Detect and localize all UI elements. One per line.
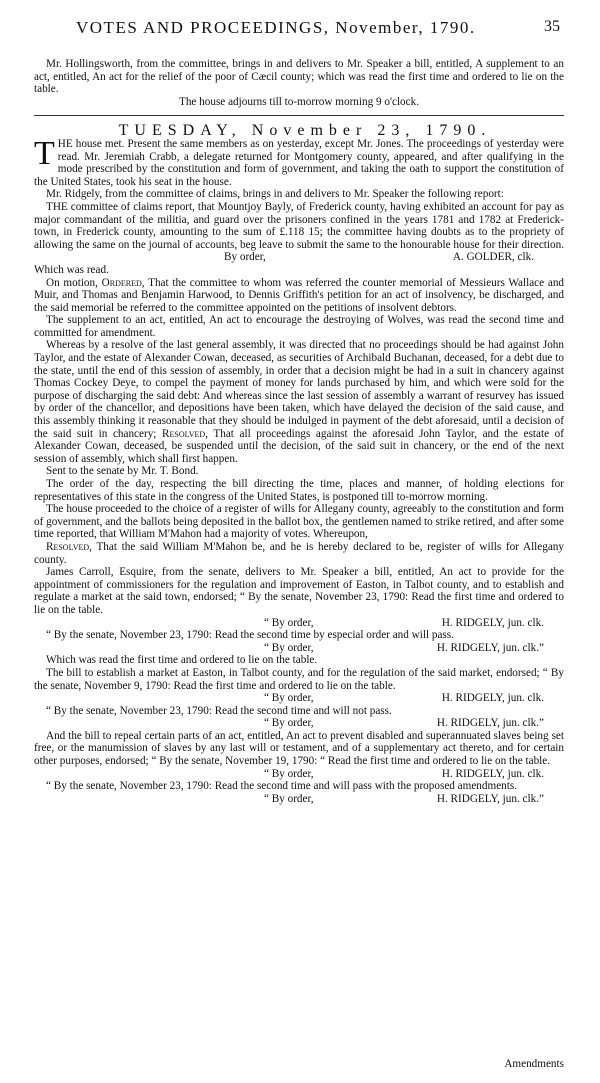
paragraph-ridgely: Mr. Ridgely, from the committee of claims, brings in and delivers to Mr. Speaker the following report: xyxy=(46,188,504,201)
paragraph-which-read: Which was read. xyxy=(34,263,109,276)
paragraph-hollingsworth: Mr. Hollingsworth, from the committee, brings in and delivers to Mr. Speaker a bill, entitled, A supplement to an act, entitled, An act for the relief of the poor of Cæcil county; which was read the first time and ordered to lie on the table. xyxy=(34,58,564,96)
running-header xyxy=(60,18,560,42)
section-divider xyxy=(34,115,564,116)
paragraph-whereas xyxy=(34,339,564,465)
paragraph-which-first: Which was read the first time and ordered to lie on the table. xyxy=(46,654,318,667)
paragraph-sent: Sent to the senate by Mr. T. Bond. xyxy=(46,465,199,478)
ordered-label: Ordered, xyxy=(101,276,145,289)
paragraph-register: The house proceeded to the choice of a register of wills for Allegany county, agreeably to the constitution and form of government, and the ballots being deposited in the ballot box, the gentlemen named to strike retired, and after some time reported, that William M'Mahon had a majority of votes. Whereupon, xyxy=(34,503,564,541)
signature-ridgely-3 xyxy=(34,692,564,705)
signature-by: “ By order, xyxy=(264,641,314,654)
house-met-text: HE house met. Present the same members as on yesterday, except Mr. Jones. The proceedings of yesterday were read. Mr. Jeremiah Crabb, a delegate returned for Montgomery county, appeared, and after qualifying in the mode prescribed by the constitution and form of government, and taking the oath to support the constitution of the United States, took his seat in the house. xyxy=(34,137,564,188)
signature-name: H. RIDGELY, jun. clk. xyxy=(441,616,544,629)
paragraph-order-of-day: The order of the day, respecting the bill directing the time, places and manner, of holding elections for representatives of this state in the congress of the United States, is postponed till to-morrow morning. xyxy=(34,478,564,503)
signature-name: A. GOLDER, clk. xyxy=(452,251,534,264)
paragraph-claims-report: THE committee of claims report, that Mountjoy Bayly, of Frederick county, having exhibited an account for pay as major commandant of the militia, and guard over the prisoners confined in the years 1781 and 1782 at Frederick-town, in Frederick county, amounting to the sum of £.118 15; the committee having doubts as to the propriety of allowing the same on the journal of accounts, beg leave to submit the same to the honourable house for their direction. xyxy=(34,200,565,251)
signature-name: H. RIDGELY, jun. clk. xyxy=(441,692,544,705)
signature-name: H. RIDGELY, jun. clk.” xyxy=(436,717,544,730)
paragraph-wolves: The supplement to an act, entitled, An act to encourage the destroying of Wolves, was read the second time and committed for amendment. xyxy=(34,314,564,339)
resolved-text: That the said William M'Mahon be, and he is hereby declared to be, register of wills for Allegany county. xyxy=(34,540,564,566)
paragraph-carroll: James Carroll, Esquire, from the senate, delivers to Mr. Speaker a bill, entitled, An act to provide for the appointment of commissioners for the regulation and improvement of Easton, in Talbot county, and to establish and regulate a market at the said town, endorsed; “ By the senate, November 23, 1790: Read the first time and ordered to lie on the table. xyxy=(34,566,564,616)
paragraph-senate-1: “ By the senate, November 23, 1790: Read the second time by especial order and will pass. xyxy=(46,629,454,642)
signature-by: “ By order, xyxy=(264,792,314,805)
paragraph-senate-3: “ By the senate, November 23, 1790: Read the second time and will pass with the proposed amendments. xyxy=(46,780,518,793)
signature-by: “ By order, xyxy=(264,692,314,705)
signature-by: “ By order, xyxy=(264,767,314,780)
catchword: Amendments xyxy=(504,1058,564,1070)
paragraph-resolved xyxy=(34,541,564,566)
whereas-text: Whereas by a resolve of the last general assembly, it was directed that no proceedings should be had against John Taylor, and the estate of Alexander Cowan, deceased, as securities of Archibald Buchanan, deceased, for a debt due to the state, until the end of this session of assembly, in order that a decision might be had in a suit in chancery against Thomas Cockey Deye, to compel the payment of money for lands purchased by him, and which were sold for the purpose of discharging the said debt: And whereas since the last session of assembly a warrant of resurvey has issued by order of the chancellor, and depositions have been taken, which have delayed the decision of the said cause, and this assembly thinking it reasonable that they should be indulged in payment of the debt aforesaid, until a decision of the said suit in chancery; xyxy=(34,339,564,440)
paragraph-repeal: And the bill to repeal certain parts of an act, entitled, An act to prevent disabled and superannuated slaves being set free, or the manumission of slaves by any last will or testament, and of a supplementary act thereto, and for certain other purposes, endorsed; “ By the senate, November 19, 1790: “ Read the first time and ordered to lie on the table. xyxy=(34,729,564,768)
resolved-label: Resolved, xyxy=(162,427,208,440)
signature-name: H. RIDGELY, jun. clk. xyxy=(441,767,544,780)
signature-by: “ By order, xyxy=(264,717,314,730)
signature-ridgely-6 xyxy=(34,793,564,806)
paragraph-market: The bill to establish a market at Easton, in Talbot county, and for the regulation of the said market, endorsed; “ By the senate, November 9, 1790: Read the first time and ordered to lie on the table. xyxy=(34,666,564,692)
signature-ridgely-1 xyxy=(34,617,564,630)
document-body xyxy=(34,58,564,805)
signature-by: “ By order, xyxy=(264,616,314,629)
paragraph-house-met xyxy=(34,134,564,188)
whereas-tail: That all proceedings against the aforesaid John Taylor, and the estate of Alexander Cowan, deceased, be suspended until the decision, of the said suit in chancery, or the end of the next session of assembly, which shall first happen. xyxy=(34,427,564,465)
signature-name: H. RIDGELY, jun. clk.” xyxy=(436,641,544,654)
header-title: VOTES AND PROCEEDINGS, November, 1790. xyxy=(76,18,476,37)
resolved-label-2: Resolved, xyxy=(46,540,92,553)
motion-text: That the committee to whom was referred the counter memorial of Messieurs Wallace and Muir, and Thomas and Benjamin Harwood, to Dennis Griffith's petition for an act of insolvency, be discharged, and the said memorial be referred to the committee appointed on the petitions of insolvent debtors. xyxy=(34,276,565,314)
signature-golder xyxy=(34,251,564,264)
adjourn-line: The house adjourns till to-morrow morning 9 o'clock. xyxy=(178,95,420,108)
signature-ridgely-2 xyxy=(34,642,564,655)
day-heading: TUESDAY, November 23, 1790. xyxy=(118,122,492,140)
page-number: 35 xyxy=(544,18,560,35)
motion-lead: On motion, xyxy=(46,276,98,289)
drop-cap: T xyxy=(34,134,55,172)
signature-by: By order, xyxy=(224,251,266,264)
signature-ridgely-4 xyxy=(34,717,564,730)
signature-name: H. RIDGELY, jun. clk.” xyxy=(436,792,544,805)
paragraph-senate-2: “ By the senate, November 23, 1790: Read the second time and will not pass. xyxy=(46,704,392,717)
signature-ridgely-5 xyxy=(34,768,564,781)
paragraph-motion xyxy=(34,277,564,315)
